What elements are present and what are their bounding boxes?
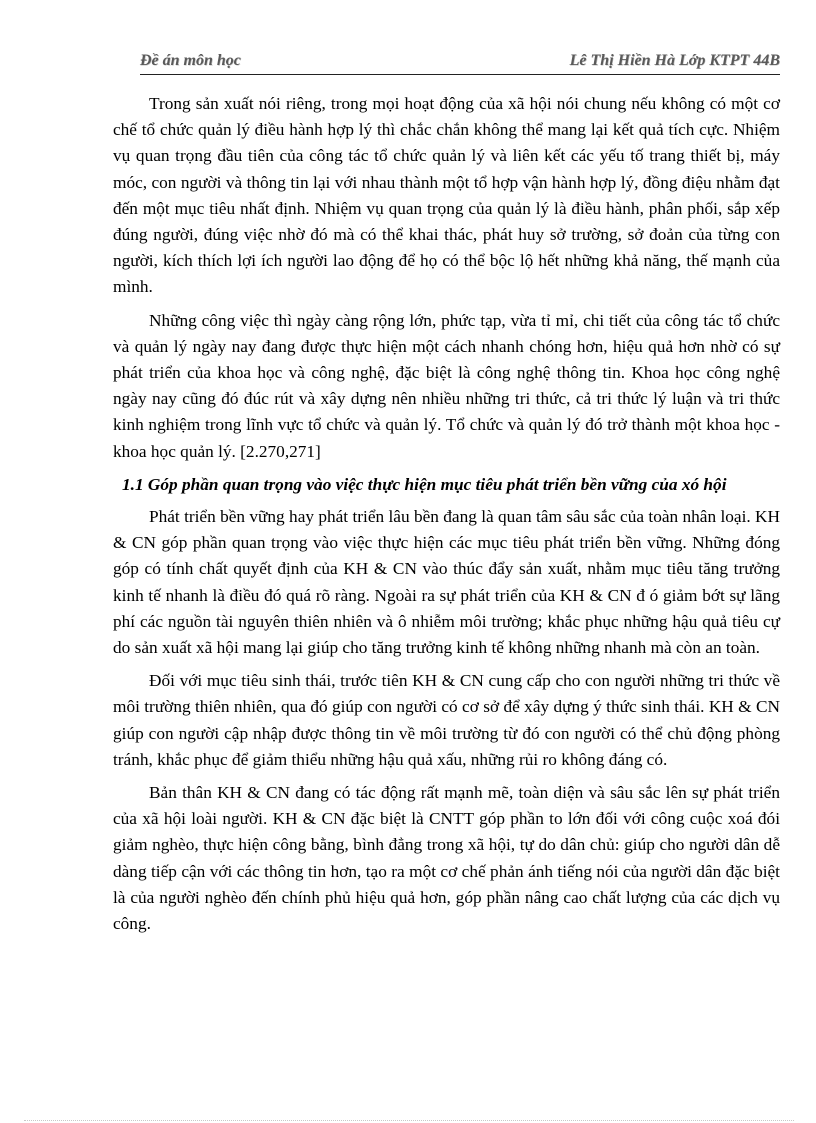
page-bottom-border <box>24 1120 794 1121</box>
body-paragraph: Những công việc thì ngày càng rộng lớn, phức tạp, vừa tỉ mỉ, chi tiết của công tác tổ chức và quản lý ngày nay đang được thực hiện một cách nhanh chóng hơn, hiệu quả hơn nhờ có sự phát triển của khoa học và công nghệ, đặc biệt là công nghệ thông tin. Khoa học công nghệ ngày nay cũng đó đúc rút và xây dựng nên nhiều những tri thức, cả tri thức lý luận và tri thức kinh nghiệm trong lĩnh vực tổ chức và quản lý. Tổ chức và quản lý đó trở thành một khoa học - khoa học quản lý. [2.270,271] <box>113 310 780 461</box>
body-paragraph: Bản thân KH & CN đang có tác động rất mạnh mẽ, toàn diện và sâu sắc lên sự phát triển của xã hội loài người. KH & CN đặc biệt là CNTT góp phần to lớn đối với công cuộc xoá đói giảm nghèo, thực hiện công bằng, bình đẳng trong xã hội, tự do dân chủ: giúp cho người dân dễ dàng tiếp cận với các thông tin hơn, tạo ra một cơ chế phản ánh tiếng nói của người dân đặc biệt là của người nghèo đến chính phủ hiệu quả hơn, góp phần nâng cao chất lượng của các dịch vụ công. <box>113 783 780 934</box>
body-paragraph: Trong sản xuất nói riêng, trong mọi hoạt động của xã hội nói chung nếu không có một cơ chế tổ chức quản lý điều hành hợp lý thì chắc chắn không thể mang lại kết quả tích cực. Nhiệm vụ quan trọng đầu tiên của công tác tổ chức quản lý và liên kết các yếu tố trang thiết bị, máy móc, con người và thông tin lại với nhau thành một tổ hợp vận hành hợp lý, đồng điệu nhằm đạt đến một mục tiêu nhất định. Nhiệm vụ quan trọng của quản lý là điều hành, phân phối, sắp xếp đúng người, đúng việc nhờ đó mà có thể khai thác, phát huy sở trường, sở đoản của từng con người, kích thích lợi ích người lao động để họ có thể bộc lộ hết những khả năng, thế mạnh của mình. <box>113 94 780 297</box>
body-paragraph: Đối với mục tiêu sinh thái, trước tiên KH & CN cung cấp cho con người những tri thức về môi trường thiên nhiên, qua đó giúp con người có cơ sở để xây dựng ý thức sinh thái. KH & CN giúp con người cập nhập được thông tin về môi trường từ đó con người có thể chủ động phòng tránh, khắc phục để giảm thiểu những hậu quả xấu, những rủi ro không đáng có. <box>113 671 780 769</box>
section-heading: 1.1 Góp phần quan trọng vào việc thực hiện mục tiêu phát triển bền vững của xó hội <box>122 474 727 494</box>
header-course-title: Đề án môn học <box>140 52 241 69</box>
body-paragraph: Phát triển bền vững hay phát triển lâu bền đang là quan tâm sâu sắc của toàn nhân loại. KH & CN góp phần quan trọng vào việc thực hiện các mục tiêu phát triển bền vững. Những đóng góp có tính chất quyết định của KH & CN vào thúc đẩy sản xuất, nhằm mục tiêu tăng trưởng kinh tế nhanh là điều đó quá rõ ràng. Ngoài ra sự phát triển của KH & CN đ ó giảm bớt sự lãng phí các nguồn tài nguyên thiên nhiên và ô nhiễm môi trường; khắc phục những hậu quả tiêu cự do sản xuất xã hội mang lại giúp cho tăng trưởng kinh tế không những nhanh mà còn an toàn. <box>113 507 780 658</box>
document-body <box>113 91 780 944</box>
header-author-class: Lê Thị Hiền Hà Lớp KTPT 44B <box>569 52 780 69</box>
page-header <box>140 50 780 75</box>
